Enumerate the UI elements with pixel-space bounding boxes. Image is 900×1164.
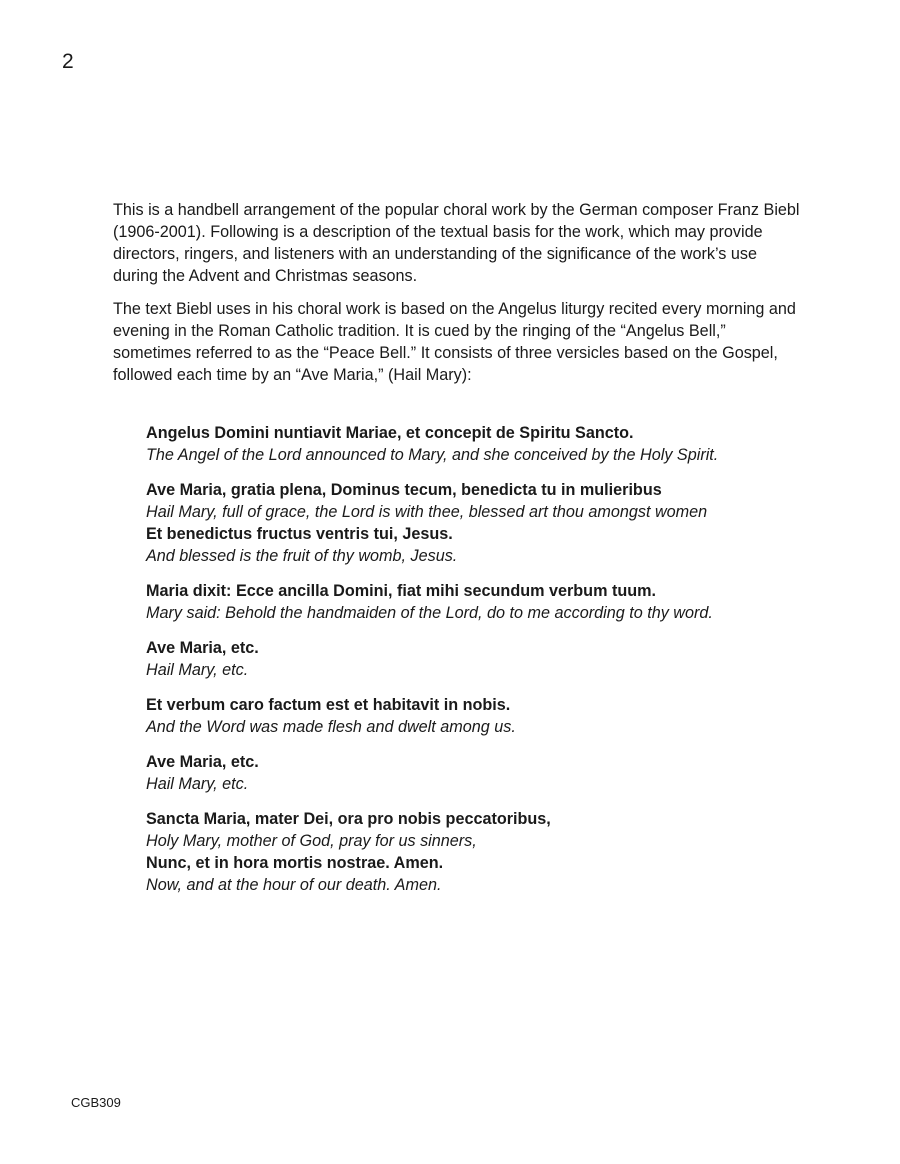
latin-line: Maria dixit: Ecce ancilla Domini, fiat mihi secundum verbum tuum.	[146, 582, 657, 600]
latin-line: Nunc, et in hora mortis nostrae. Amen.	[146, 854, 444, 872]
english-translation: And blessed is the fruit of thy womb, Jesus.	[146, 547, 458, 565]
english-translation: And the Word was made flesh and dwelt among us.	[146, 718, 516, 736]
english-translation: Holy Mary, mother of God, pray for us sinners,	[146, 832, 477, 850]
latin-line: Et verbum caro factum est et habitavit in nobis.	[146, 696, 511, 714]
latin-line: Sancta Maria, mater Dei, ora pro nobis peccatoribus,	[146, 810, 551, 828]
stanza	[146, 637, 846, 681]
latin-line: Ave Maria, etc.	[146, 753, 259, 771]
stanza	[146, 694, 846, 738]
stanza	[146, 808, 846, 896]
english-translation: Hail Mary, etc.	[146, 775, 249, 793]
english-translation: The Angel of the Lord announced to Mary, and she conceived by the Holy Spirit.	[146, 446, 719, 464]
english-translation: Now, and at the hour of our death. Amen.	[146, 876, 442, 894]
stanza	[146, 751, 846, 795]
latin-line: Ave Maria, gratia plena, Dominus tecum, benedicta tu in mulieribus	[146, 481, 662, 499]
catalog-code: CGB309	[71, 1095, 121, 1110]
intro-text	[113, 199, 803, 397]
stanza	[146, 479, 846, 567]
stanza	[146, 422, 846, 466]
intro-paragraph: This is a handbell arrangement of the popular choral work by the German composer Franz Biebl (1906-2001). Following is a description of the textual basis for the work, which may provide directors, ringers, and listeners with an understanding of the significance of the work’s use during the Advent and Christmas seasons.	[113, 201, 800, 285]
english-translation: Hail Mary, full of grace, the Lord is with thee, blessed art thou amongst women	[146, 503, 708, 521]
english-translation: Hail Mary, etc.	[146, 661, 249, 679]
latin-line: Et benedictus fructus ventris tui, Jesus.	[146, 525, 453, 543]
latin-line: Angelus Domini nuntiavit Mariae, et concepit de Spiritu Sancto.	[146, 424, 634, 442]
latin-line: Ave Maria, etc.	[146, 639, 259, 657]
verses-list	[146, 422, 846, 909]
intro-paragraph: The text Biebl uses in his choral work is based on the Angelus liturgy recited every morning and evening in the Roman Catholic tradition. It is cued by the ringing of the “Angelus Bell,” sometimes referred to as the “Peace Bell.” It consists of three versicles based on the Gospel, followed each time by an “Ave Maria,” (Hail Mary):	[113, 300, 796, 384]
page-number: 2	[62, 50, 74, 73]
english-translation: Mary said: Behold the handmaiden of the Lord, do to me according to thy word.	[146, 604, 713, 622]
stanza	[146, 580, 846, 624]
